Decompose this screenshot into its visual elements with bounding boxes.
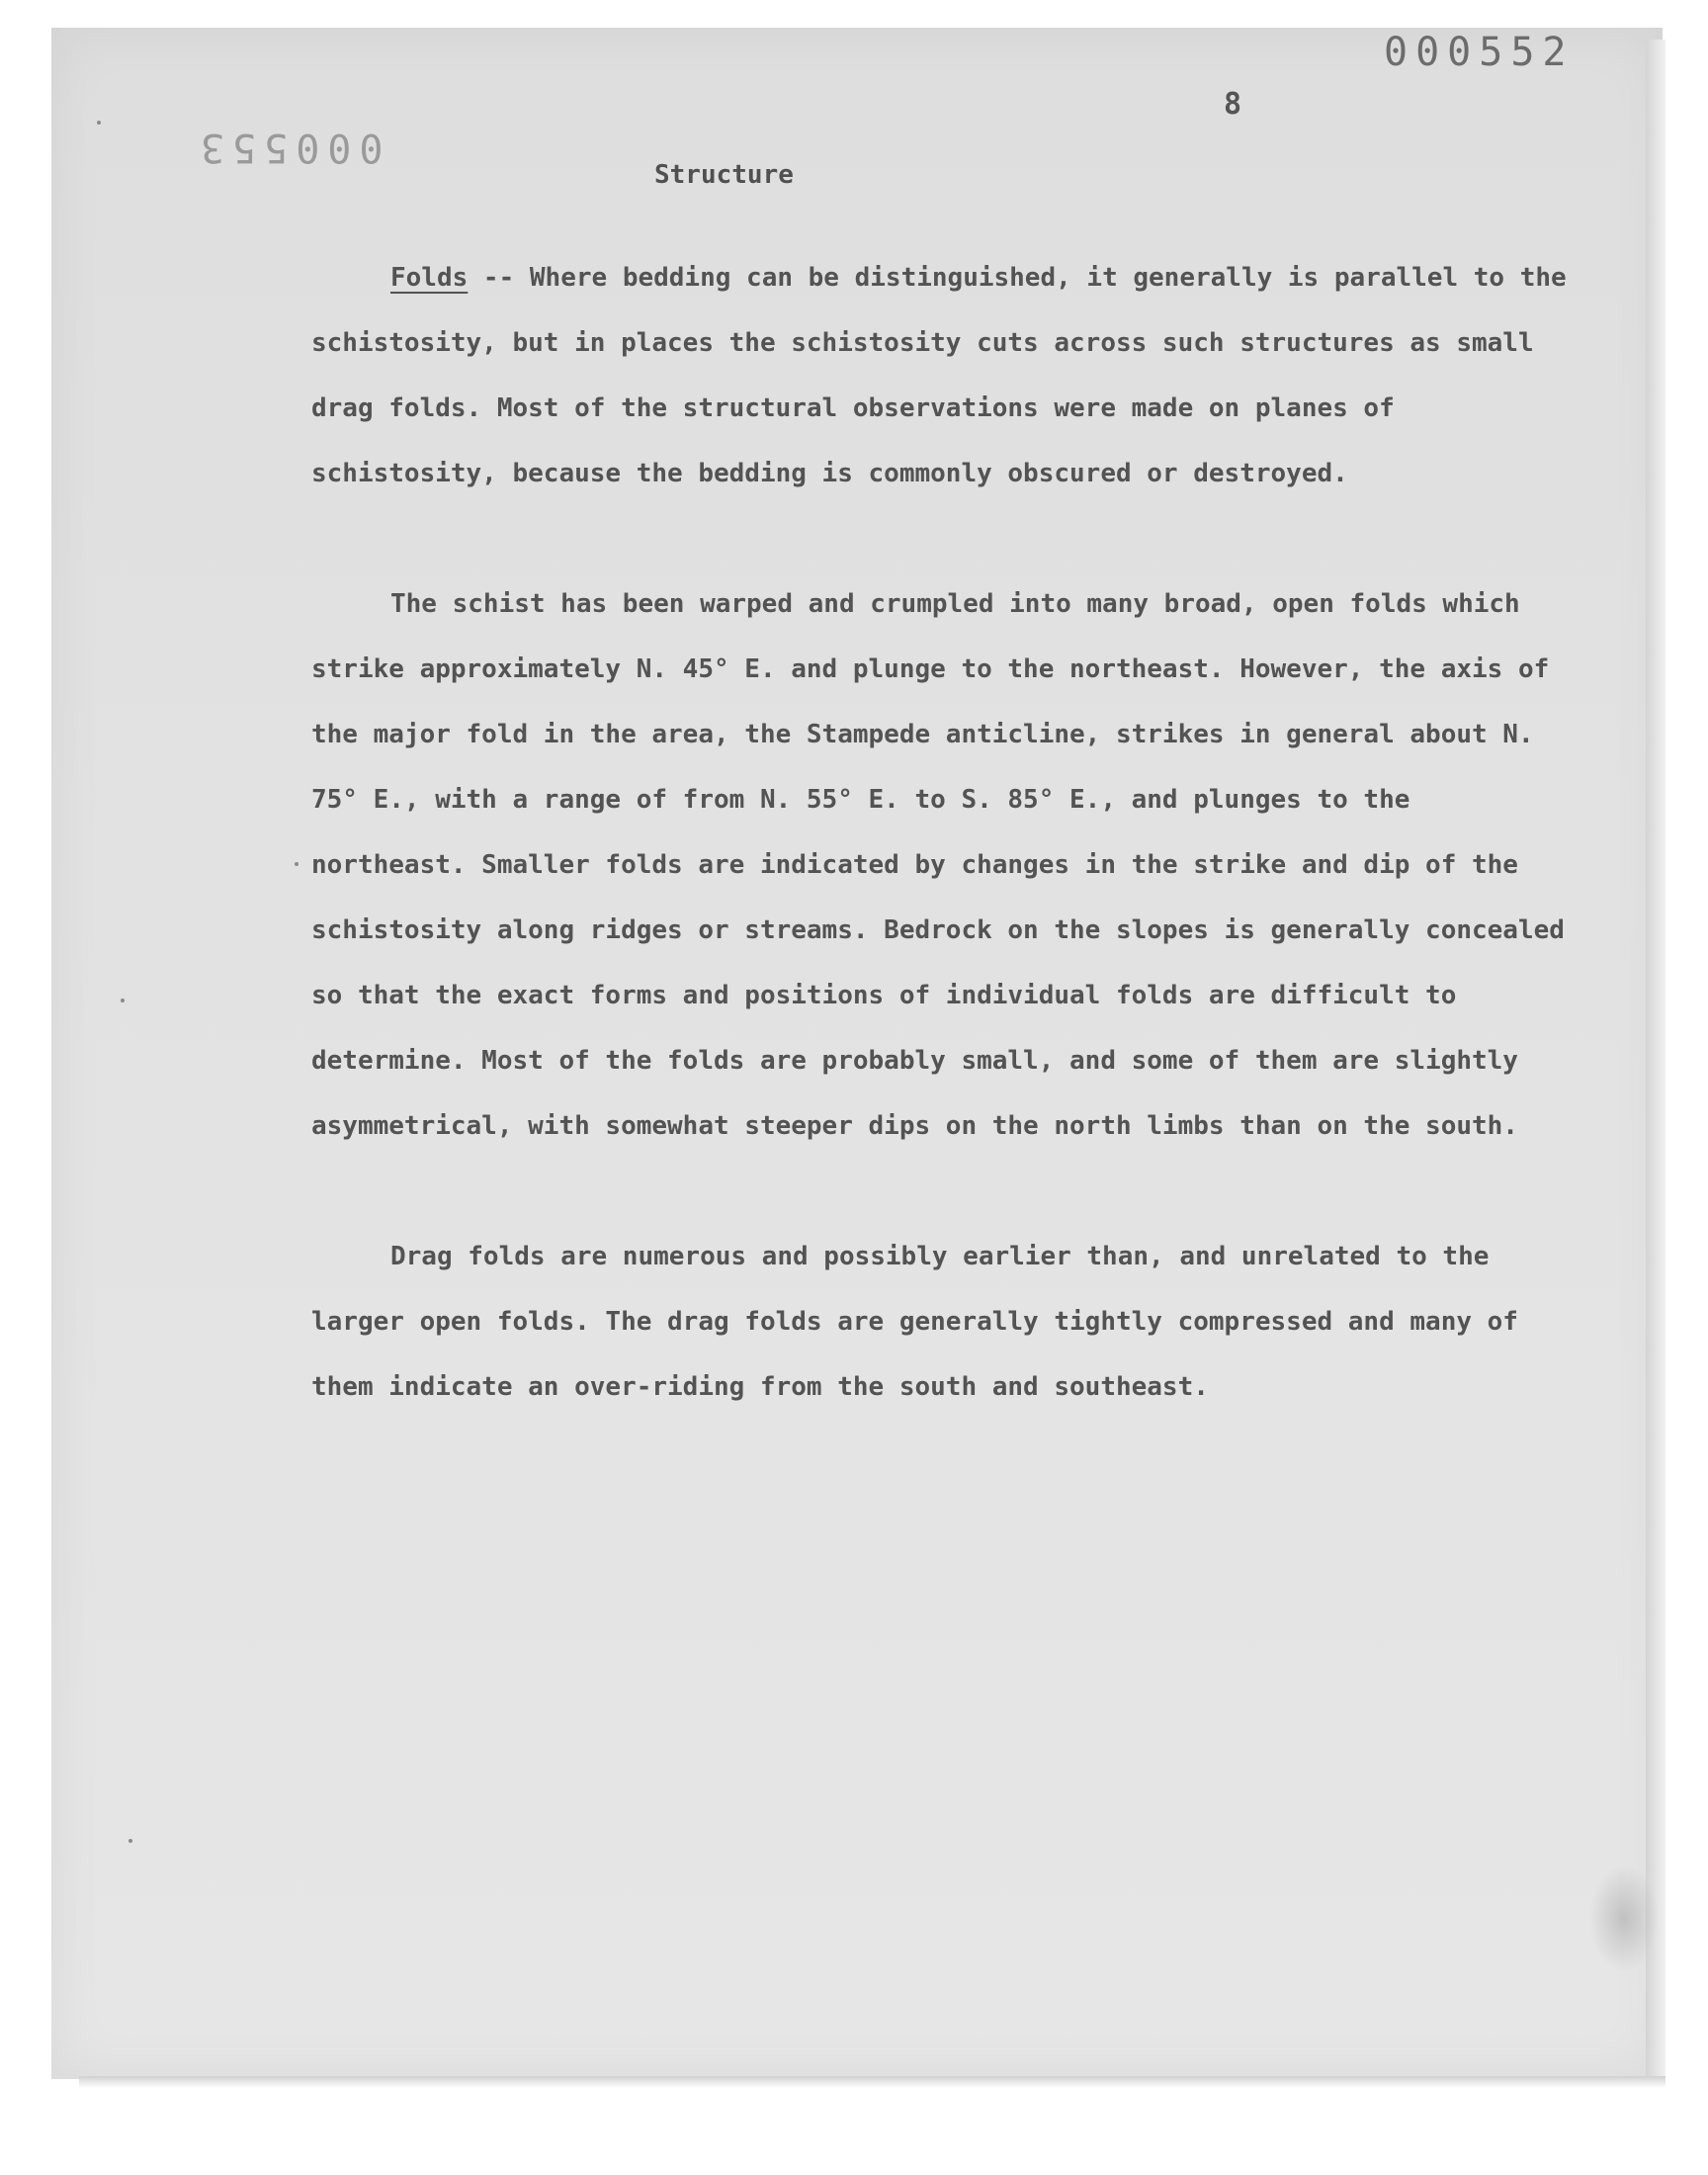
paragraph-drag-folds: Drag folds are numerous and possibly earlier than, and unrelated to the larger open folds. The drag folds are generally tightly compressed and many of them indicate an over-riding from the south and southeast. xyxy=(311,1242,1518,1402)
folds-heading: Folds xyxy=(390,263,469,293)
dust-speck xyxy=(128,1839,132,1843)
page-edge-bottom xyxy=(79,2076,1665,2088)
folds-text: -- Where bedding can be distinguished, it generally is parallel to the schistosity, but in places the schistosity cuts across such structures as small drag folds. Most of the structural observations were made on planes of schistosity, because the bedding is commonly obscured or destroyed. xyxy=(311,263,1567,488)
archive-stamp-top: 000552 xyxy=(1384,30,1575,75)
paragraph-folds xyxy=(311,245,1567,506)
paragraph-schist: The schist has been warped and crumpled into many broad, open folds which strike approximately N. 45° E. and plunge to the northeast. However, the axis of the major fold in the area, the Stampede anticline, strikes in general about N. 75° E., with a range of from N. 55° E. to S. 85° E., and plunges to the northeast. Smaller folds are indicated by changes in the strike and dip of the schistosity along ridges or streams. Bedrock on the slopes is generally concealed so that the exact forms and positions of individual folds are difficult to determine. Most of the folds are probably small, and some of them are slightly asymmetrical, with somewhat steeper dips on the north limbs than on the south. xyxy=(311,589,1565,1141)
archive-stamp-inverted: 000553 xyxy=(193,125,384,170)
page-edge-right xyxy=(1646,40,1665,2076)
dust-speck xyxy=(121,999,125,1002)
page-number: 8 xyxy=(1224,87,1242,122)
page-smudge xyxy=(1589,1864,1659,1972)
dust-speck xyxy=(295,862,299,866)
dust-speck xyxy=(97,121,101,125)
section-title: Structure xyxy=(654,160,794,190)
